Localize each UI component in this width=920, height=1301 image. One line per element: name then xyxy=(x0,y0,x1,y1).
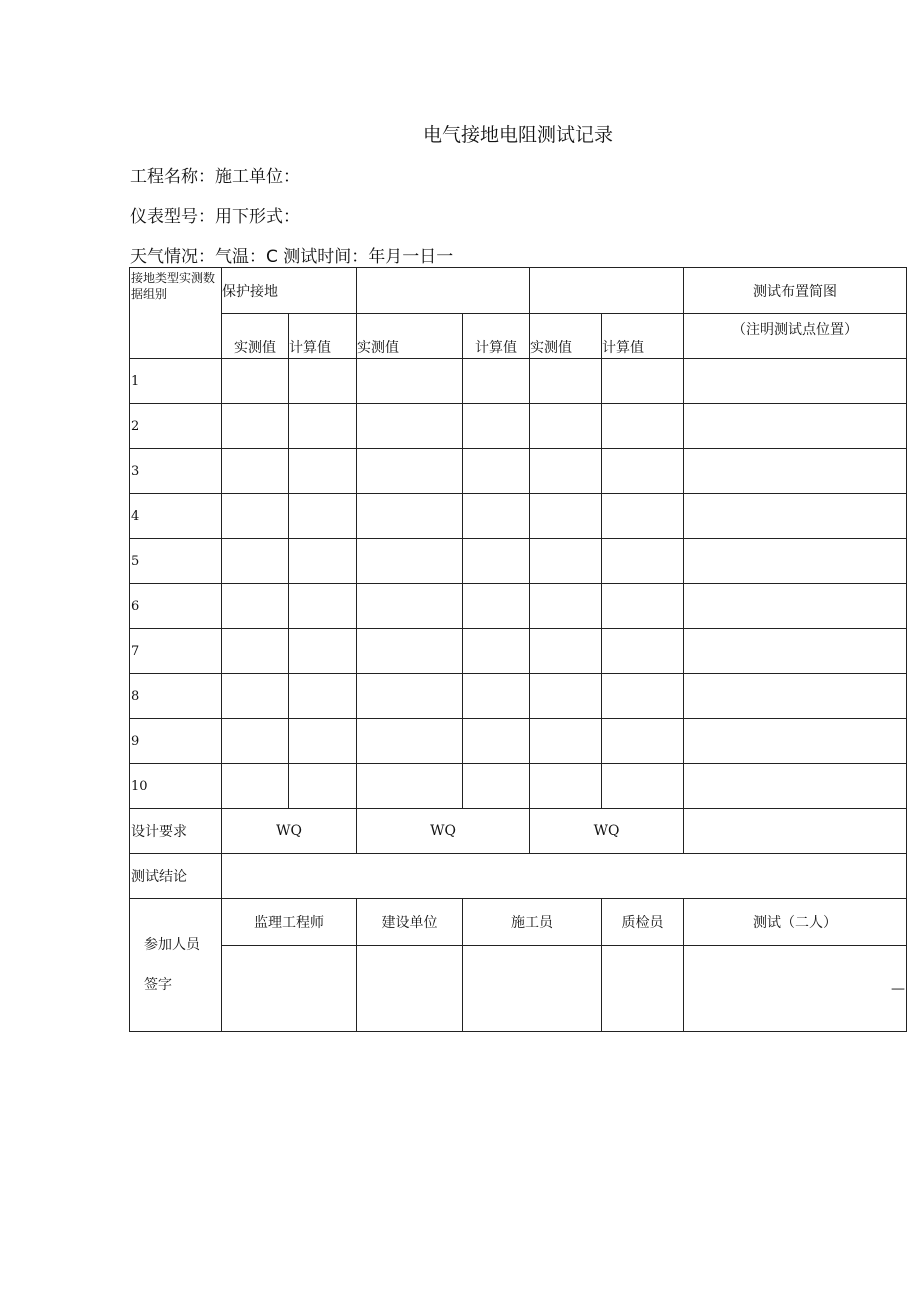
table-row xyxy=(130,449,907,494)
signature-cell[interactable] xyxy=(602,946,684,1032)
table-row xyxy=(130,539,907,584)
data-cell[interactable] xyxy=(684,539,907,584)
data-cell[interactable] xyxy=(684,359,907,404)
data-cell[interactable] xyxy=(222,764,289,809)
group-header-2 xyxy=(357,268,530,314)
instrument-info-line: 仪表型号：用下形式： xyxy=(130,207,300,227)
data-cell[interactable] xyxy=(602,719,684,764)
data-cell[interactable] xyxy=(289,539,357,584)
signers-label xyxy=(130,899,222,1032)
data-cell[interactable] xyxy=(357,719,463,764)
signer-constructor: 施工员 xyxy=(463,899,602,946)
signers-label-line1: 参加人员 xyxy=(144,937,200,953)
temperature-unit: C xyxy=(266,247,278,267)
signature-cell[interactable] xyxy=(357,946,463,1032)
row-number: 7 xyxy=(130,629,222,674)
sub-header-calculated: 计算值 xyxy=(602,314,684,359)
data-cell[interactable] xyxy=(463,674,530,719)
data-cell[interactable] xyxy=(222,494,289,539)
grounding-test-table xyxy=(129,267,907,1032)
data-cell[interactable] xyxy=(684,629,907,674)
data-cell[interactable] xyxy=(463,629,530,674)
table-row xyxy=(130,584,907,629)
design-requirement-label: 设计要求 xyxy=(130,809,222,854)
data-cell[interactable] xyxy=(289,719,357,764)
design-value: WQ xyxy=(357,809,530,854)
table-row xyxy=(130,674,907,719)
group-header-3 xyxy=(530,268,684,314)
data-cell[interactable] xyxy=(289,494,357,539)
data-cell[interactable] xyxy=(684,719,907,764)
conclusion-cell[interactable] xyxy=(222,854,907,899)
sub-header-calculated: 计算值 xyxy=(289,314,357,359)
group-header-protective: 保护接地 xyxy=(222,268,357,314)
sign-dash: — xyxy=(891,980,905,997)
signer-testers: 测试（二人） xyxy=(684,899,907,946)
conclusion-row xyxy=(130,854,907,899)
data-cell[interactable] xyxy=(602,584,684,629)
data-cell[interactable] xyxy=(684,449,907,494)
data-cell[interactable] xyxy=(357,404,463,449)
data-cell[interactable] xyxy=(357,764,463,809)
signature-row xyxy=(130,946,907,1032)
data-cell[interactable] xyxy=(222,719,289,764)
weather-info-line xyxy=(130,242,453,267)
data-cell[interactable] xyxy=(602,404,684,449)
data-cell[interactable] xyxy=(463,449,530,494)
data-cell[interactable] xyxy=(530,629,602,674)
data-cell[interactable] xyxy=(530,359,602,404)
data-cell[interactable] xyxy=(289,584,357,629)
data-cell[interactable] xyxy=(222,629,289,674)
page-title: 电气接地电阻测试记录 xyxy=(422,124,613,146)
signature-header-row xyxy=(130,899,907,946)
table-row xyxy=(130,764,907,809)
data-cell[interactable] xyxy=(289,404,357,449)
data-cell[interactable] xyxy=(530,719,602,764)
signer-inspector: 质检员 xyxy=(602,899,684,946)
data-cell[interactable] xyxy=(602,359,684,404)
data-cell[interactable] xyxy=(357,449,463,494)
data-cell[interactable] xyxy=(357,494,463,539)
table-row xyxy=(130,404,907,449)
row-number: 4 xyxy=(130,494,222,539)
data-cell[interactable] xyxy=(530,449,602,494)
sub-header-measured: 实测值 xyxy=(222,314,289,359)
data-cell[interactable] xyxy=(357,359,463,404)
data-cell[interactable] xyxy=(463,359,530,404)
row-number: 5 xyxy=(130,539,222,584)
data-cell[interactable] xyxy=(289,629,357,674)
data-cell[interactable] xyxy=(463,404,530,449)
data-cell[interactable] xyxy=(222,674,289,719)
data-cell[interactable] xyxy=(222,404,289,449)
layout-diagram-title: 测试布置简图 xyxy=(684,268,907,314)
data-cell[interactable] xyxy=(463,719,530,764)
signers-label-line2: 签字 xyxy=(144,977,172,993)
row-number: 9 xyxy=(130,719,222,764)
data-cell[interactable] xyxy=(463,539,530,584)
row-number: 6 xyxy=(130,584,222,629)
table-row xyxy=(130,359,907,404)
signer-supervisor: 监理工程师 xyxy=(222,899,357,946)
signer-owner: 建设单位 xyxy=(357,899,463,946)
data-cell[interactable] xyxy=(602,494,684,539)
signature-cell[interactable] xyxy=(463,946,602,1032)
data-cell[interactable] xyxy=(222,449,289,494)
data-cell[interactable] xyxy=(530,584,602,629)
data-cell[interactable] xyxy=(530,539,602,584)
data-cell[interactable] xyxy=(463,584,530,629)
layout-diagram-note: （注明测试点位置） xyxy=(684,314,907,359)
data-cell[interactable] xyxy=(289,359,357,404)
weather-label: 天气情况：气温： xyxy=(130,247,266,267)
sub-header-calculated: 计算值 xyxy=(463,314,530,359)
project-info-line: 工程名称：施工单位： xyxy=(130,167,300,187)
data-cell[interactable] xyxy=(289,449,357,494)
row-number: 8 xyxy=(130,674,222,719)
row-number: 3 xyxy=(130,449,222,494)
row-number: 1 xyxy=(130,359,222,404)
table-row xyxy=(130,719,907,764)
data-cell[interactable] xyxy=(289,674,357,719)
row-number: 2 xyxy=(130,404,222,449)
data-cell[interactable] xyxy=(357,539,463,584)
data-cell[interactable] xyxy=(602,449,684,494)
data-cell[interactable] xyxy=(289,764,357,809)
data-cell[interactable] xyxy=(602,539,684,584)
sub-header-measured: 实测值 xyxy=(357,314,463,359)
data-cell[interactable] xyxy=(222,584,289,629)
data-cell[interactable] xyxy=(684,494,907,539)
data-cell[interactable] xyxy=(357,584,463,629)
design-value: WQ xyxy=(222,809,357,854)
data-cell[interactable] xyxy=(530,404,602,449)
data-cell[interactable] xyxy=(684,674,907,719)
data-cell[interactable] xyxy=(357,674,463,719)
design-requirement-row xyxy=(130,809,907,854)
data-cell[interactable] xyxy=(463,494,530,539)
signature-cell[interactable] xyxy=(684,946,907,1032)
data-cell[interactable] xyxy=(463,764,530,809)
data-cell[interactable] xyxy=(602,674,684,719)
data-cell[interactable] xyxy=(530,674,602,719)
data-cell[interactable] xyxy=(602,629,684,674)
data-cell[interactable] xyxy=(602,764,684,809)
data-cell[interactable] xyxy=(684,809,907,854)
sub-header-measured: 实测值 xyxy=(530,314,602,359)
table-row xyxy=(130,629,907,674)
data-cell[interactable] xyxy=(222,539,289,584)
data-cell[interactable] xyxy=(530,494,602,539)
data-cell[interactable] xyxy=(684,584,907,629)
data-cell[interactable] xyxy=(684,404,907,449)
corner-header: 接地类型实测数据组别 xyxy=(130,268,222,359)
row-number: 10 xyxy=(130,764,222,809)
data-cell[interactable] xyxy=(530,764,602,809)
data-cell[interactable] xyxy=(222,359,289,404)
conclusion-label: 测试结论 xyxy=(130,854,222,899)
design-value: WQ xyxy=(530,809,684,854)
data-cell[interactable] xyxy=(357,629,463,674)
signature-cell[interactable] xyxy=(222,946,357,1032)
table-row xyxy=(130,494,907,539)
test-time-label: 测试时间：年月一日一 xyxy=(283,247,454,267)
data-cell[interactable] xyxy=(684,764,907,809)
